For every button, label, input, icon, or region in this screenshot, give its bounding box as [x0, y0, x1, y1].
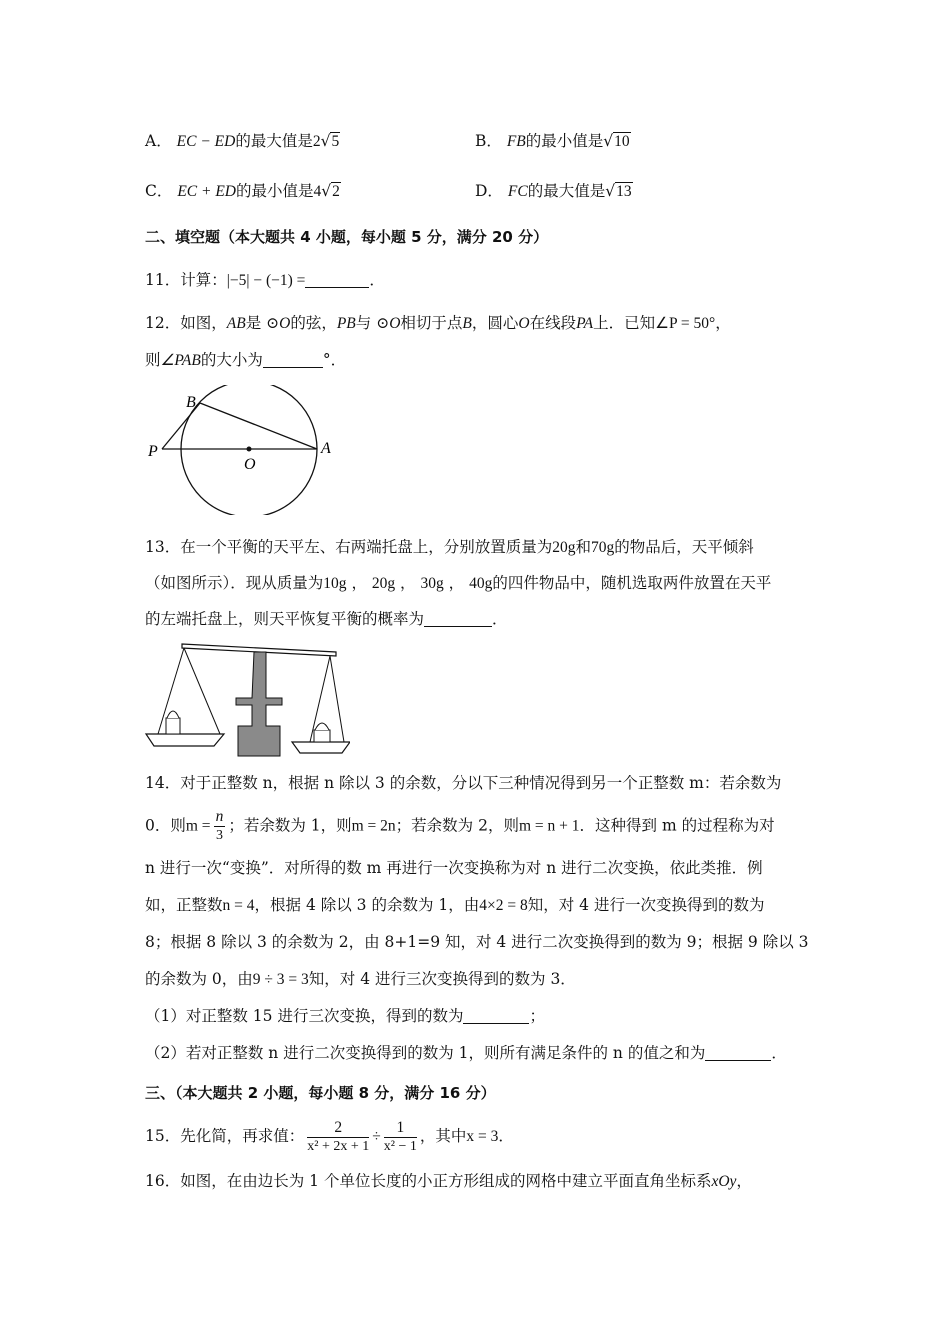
- question-12-line2: 则∠PAB的大小为 °．: [145, 351, 347, 369]
- question-13: 13．在一个平衡的天平左、右两端托盘上，分别放置质量为20g和70g的物品后，天平倾斜: [145, 538, 754, 556]
- right-pan: [292, 742, 350, 753]
- section-3-title: 三、（本大题共 2 小题，每小题 8 分，满分 16 分）: [145, 1084, 496, 1102]
- answer-blank-12[interactable]: [263, 351, 323, 368]
- left-weight: [166, 718, 180, 734]
- fraction-1: $\frac{2}{\text{x² + 2x + 1}}$: [307, 1118, 370, 1154]
- question-14: 14．对于正整数 n，根据 n 除以 3 的余数，分以下三种情况得到另一个正整数 m：若余数为: [145, 774, 782, 792]
- question-14-line6: 的余数为 0，由9 ÷ 3 = 3知，对 4 进行三次变换得到的数为 3．: [145, 970, 576, 988]
- question-14-line4: 如，正整数n = 4，根据 4 除以 3 的余数为 1，由4×2 = 8知，对 4 进行一次变换得到的数为: [145, 896, 765, 914]
- option-b: B． FB的最小值是√10: [475, 132, 630, 150]
- balance-stand: [236, 652, 282, 756]
- left-pan: [146, 734, 224, 746]
- question-12: 12．如图，AB是 ⊙O的弦，PB与 ⊙O相切于点B，圆心O在线段PA上．已知∠P = 50°，: [145, 314, 731, 332]
- question-14-line2: 0．则m = $\frac{n}{3}$ ；若余数为 1，则m = 2n；若余数为 2，则m = n + 1．这种得到 m 的过程称为对: [145, 808, 775, 843]
- question-11: 11．计算：|−5| − (−1) = ．: [145, 271, 385, 289]
- label-a: A: [321, 440, 331, 457]
- label-o: O: [244, 456, 256, 473]
- balance-figure: [140, 638, 350, 758]
- right-string-2: [330, 656, 344, 742]
- question-16: 16．如图，在由边长为 1 个单位长度的小正方形组成的网格中建立平面直角坐标系xOy，: [145, 1172, 752, 1190]
- center-point: [247, 447, 252, 452]
- answer-blank-13[interactable]: [424, 610, 492, 627]
- question-15: 15．先化简，再求值： $\frac{2}{\text{x² + 2x + 1}}$ ÷ $\frac{1}{\text{x² − 1}}$ ，其中x = 3．: [145, 1118, 514, 1154]
- option-a: A． EC − ED的最大值是2√5: [145, 132, 340, 150]
- label-b: B: [186, 394, 196, 411]
- answer-blank-14-1[interactable]: [463, 1007, 529, 1024]
- question-14-part2: （2）若对正整数 n 进行二次变换得到的数为 1，则所有满足条件的 n 的值之和为 ．: [145, 1044, 787, 1062]
- right-weight-knob: [315, 723, 329, 730]
- option-c: C． EC + ED的最小值是4√2: [145, 182, 340, 200]
- label-p: P: [148, 443, 158, 460]
- question-14-part1: （1）对正整数 15 进行三次变换，得到的数为 ；: [145, 1007, 545, 1025]
- option-d: D． FC的最大值是√13: [475, 182, 632, 200]
- left-weight-knob: [167, 711, 179, 718]
- option-a-expr: EC − ED: [176, 133, 236, 150]
- question-13-line2: （如图所示）．现从质量为10g ， 20g ， 30g ， 40g的四件物品中，随机选取两件放置在天平: [145, 574, 772, 592]
- section-2-title: 二、填空题（本大题共 4 小题，每小题 5 分，满分 20 分）: [145, 228, 549, 246]
- circle-figure: [140, 385, 340, 515]
- fraction-n-over-3: $\frac{n}{3}$: [215, 808, 224, 843]
- left-string-2: [184, 648, 220, 734]
- question-14-line5: 8；根据 8 除以 3 的余数为 2，由 8+1=9 知，对 4 进行二次变换得到的数为 9；根据 9 除以 3: [145, 933, 809, 951]
- answer-blank-14-2[interactable]: [705, 1044, 771, 1061]
- right-weight: [314, 730, 330, 742]
- question-14-line3: n 进行一次“变换”．对所得的数 m 再进行一次变换称为对 n 进行二次变换，依此类推．例: [145, 859, 763, 877]
- chord-ab: [200, 403, 317, 449]
- answer-blank-11[interactable]: [305, 271, 369, 288]
- fraction-2: $\frac{1}{\text{x² − 1}}$: [383, 1118, 417, 1154]
- question-13-line3: 的左端托盘上，则天平恢复平衡的概率为 ．: [145, 610, 508, 628]
